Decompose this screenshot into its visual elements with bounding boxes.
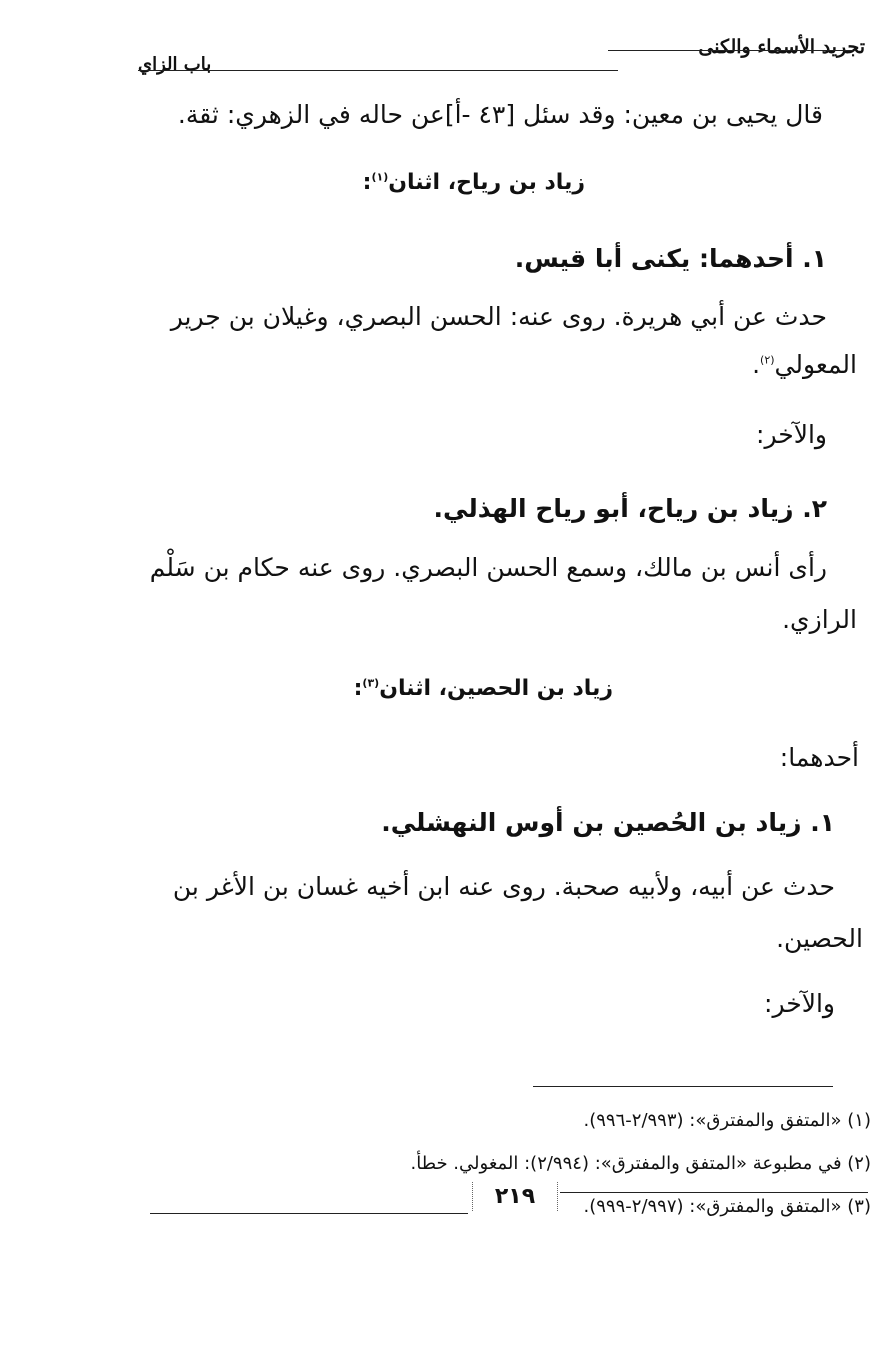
footnote-ref: (٢) (760, 353, 775, 367)
paragraph-line: حدث عن أبيه، ولأبيه صحبة. روى عنه ابن أخيه غسان بن الأغر بن (172, 872, 835, 901)
paragraph-line: رأى أنس بن مالك، وسمع الحسن البصري. روى عنه حكام بن سَلْم (149, 553, 827, 582)
header-rule (608, 50, 853, 51)
line-text: المعولي (774, 350, 857, 379)
footnote: (١) «المتفق والمفترق»: (٢/٩٩٣-٩٩٦). (583, 1110, 871, 1131)
footnote-separator (533, 1086, 833, 1087)
paragraph-line: حدث عن أبي هريرة. روى عنه: الحسن البصري، وغيلان بن جرير (170, 302, 827, 331)
entry-title: ١. زياد بن الحُصين بن أوس النهشلي. (381, 808, 835, 837)
paragraph-line: الرازي. (782, 605, 857, 634)
paragraph-line: والآخر: (764, 989, 835, 1018)
paragraph-line (752, 350, 857, 380)
section-heading (363, 170, 585, 196)
footer-rule (150, 1213, 468, 1214)
paragraph-line: أحدهما: (779, 743, 859, 772)
entry-title: ١. أحدهما: يكنى أبا قيس. (514, 244, 827, 273)
footnote: (٣) «المتفق والمفترق»: (٢/٩٩٧-٩٩٩). (583, 1196, 871, 1217)
heading-text: زياد بن الحصين، اثنان (379, 676, 613, 701)
header-chapter: باب الزاي (138, 54, 212, 75)
footer-rule (560, 1192, 868, 1193)
paragraph-line: والآخر: (756, 420, 827, 449)
paragraph-line: قال يحيى بن معين: وقد سئل [٤٣ -أ]عن حاله في الزهري: ثقة. (177, 100, 823, 129)
page-number: ٢١٩ (472, 1182, 558, 1211)
heading-colon: : (353, 676, 363, 701)
header-rule (138, 70, 618, 71)
running-header (138, 28, 865, 78)
footnote-ref: (١) (371, 170, 389, 184)
paragraph-line: الحصين. (776, 924, 863, 953)
header-book-title: تجريد الأسماء والكنى (698, 36, 865, 58)
section-heading (354, 676, 613, 702)
heading-text: زياد بن رياح، اثنان (388, 170, 585, 195)
heading-colon: : (362, 170, 372, 195)
footnote-ref: (٣) (362, 676, 380, 690)
entry-title: ٢. زياد بن رياح، أبو رياح الهذلي. (433, 494, 827, 523)
footnote: (٢) في مطبوعة «المتفق والمفترق»: (٢/٩٩٤): المغولي. خطأ. (410, 1153, 871, 1174)
line-end: . (752, 350, 761, 379)
